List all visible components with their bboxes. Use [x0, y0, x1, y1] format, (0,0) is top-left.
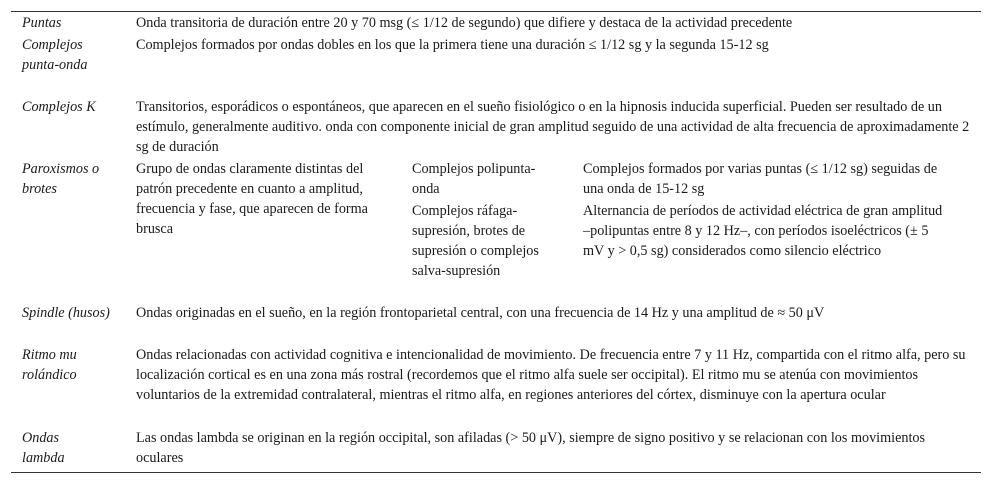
term-ondas-lambda: Ondas lambda [22, 430, 65, 466]
table-bottom-rule [11, 472, 981, 473]
subtype-description-rafaga-supresion: Alternancia de períodos de actividad eléctrica de gran amplitud –polipuntas entre 8 y 12 Hz–, con períodos isoeléctricos (± 5 mV y > 0,5 sg) considerados como silencio eléctrico [583, 203, 943, 259]
description-complejos-k: Transitorios, esporádicos o espontáneos, que aparecen en el sueño fisiológico o en la hipnosis inducida superficial. Pueden ser resultado de un estímulo, generalmente auditivo. onda con componente inicial de gran amplitud seguido de una actividad de alta frecuencia de aproximadamente 2 sg de duración [136, 99, 970, 155]
term-complejos-punta-onda: Complejos punta-onda [22, 37, 88, 73]
description-ondas-lambda: Las ondas lambda se originan en la región occipital, son afiladas (> 50 μV), siempre de signo positivo y se relacionan con los movimientos oculares [136, 430, 926, 466]
description-spindle-husos: Ondas originadas en el sueño, en la región frontoparietal central, con una frecuencia de 14 Hz y una amplitud de ≈ 50 μV [136, 305, 825, 321]
description-puntas: Onda transitoria de duración entre 20 y 70 msg (≤ 1/12 de segundo) que difiere y destaca de la actividad precedente [136, 15, 793, 31]
subtype-description-polipunta-onda: Complejos formados por varias puntas (≤ 1/12 sg) seguidas de una onda de 15-12 sg [583, 161, 938, 197]
subtype-name-rafaga-supresion: Complejos ráfaga-supresión, brotes de supresión o complejos salva-supresión [412, 203, 539, 279]
term-puntas: Puntas [22, 15, 62, 31]
term-paroxismos-o-brotes: Paroxismos o brotes [22, 161, 100, 197]
term-ritmo-mu-rolandico: Ritmo mu rolándico [22, 347, 77, 383]
table-top-rule [11, 11, 981, 12]
description-complejos-punta-onda: Complejos formados por ondas dobles en los que la primera tiene una duración ≤ 1/12 sg y la segunda 15-12 sg [136, 37, 769, 53]
term-complejos-k: Complejos K [22, 99, 96, 115]
subtype-name-polipunta-onda: Complejos polipunta-onda [412, 161, 536, 197]
term-spindle-husos: Spindle (husos) [22, 305, 110, 321]
description-ritmo-mu-rolandico: Ondas relacionadas con actividad cognitiva e intencionalidad de movimiento. De frecuencia entre 7 y 11 Hz, compartida con el ritmo alfa, pero su localización cortical es en una zona más rostral (recordemos que el ritmo alfa suele ser occipital). El ritmo mu se atenúa con movimientos voluntarios de la extremidad contralateral, mientras el ritmo alfa, en regiones anteriores del córtex, disminuye con la apertura ocular [136, 347, 966, 403]
description-paroxismos-o-brotes: Grupo de ondas claramente distintas del patrón precedente en cuanto a amplitud, frecuencia y fase, que aparecen de forma brusca [136, 161, 368, 237]
